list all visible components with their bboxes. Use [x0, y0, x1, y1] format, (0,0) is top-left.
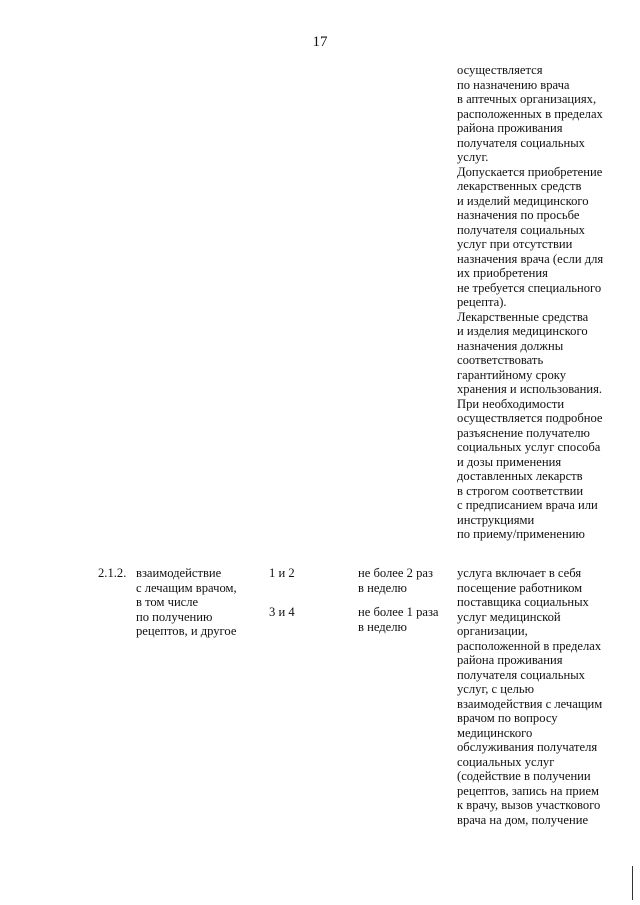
text-line: соответствовать [457, 353, 544, 367]
text-line: в неделю [358, 619, 407, 634]
text-line: назначения по просьбе [457, 208, 580, 222]
text-line: Допускается приобретение [457, 164, 603, 179]
text-line: в аптечных организациях, [457, 92, 597, 106]
text-line: услуг, с целью [457, 682, 535, 696]
text-line: расположенной в пределах [457, 638, 602, 653]
text-line: хранения и использования. [457, 382, 603, 396]
text-line: инструкциями [457, 512, 535, 527]
text-line: (содействие в получении [457, 769, 591, 783]
text-line: взаимодействие [136, 566, 222, 580]
text-line: услуг медицинской [457, 609, 561, 624]
text-line: организации, [457, 624, 528, 638]
text-line: рецептов, запись на прием [457, 783, 600, 798]
text-line: к врачу, вызов участкового [457, 798, 601, 812]
text-line: врачом по вопросу [457, 711, 558, 725]
text-line: получателя социальных [457, 135, 585, 150]
text-line: услуг. [457, 150, 489, 164]
text-line: не более 1 раза [358, 605, 439, 619]
text-line: врача на дом, получение [457, 812, 589, 827]
text-line: поставщика социальных [457, 595, 589, 609]
text-line: осуществляется [457, 63, 543, 77]
text-line: расположенных в пределах [457, 106, 603, 121]
page-number: 17 [312, 34, 328, 50]
text-line: услуга включает в себя [457, 566, 582, 580]
text-line: района проживания [457, 121, 563, 135]
text-line: назначения должны [457, 338, 564, 353]
service-name [136, 566, 237, 639]
text-line: посещение работником [457, 580, 583, 595]
text-line: обслуживания получателя [457, 740, 598, 754]
row-number-text: 2.1.2. [98, 566, 127, 580]
text-line: лекарственных средств [457, 179, 582, 193]
row-number [98, 566, 126, 581]
recipient-group-label: 3 и 4 [269, 605, 295, 619]
text-line: При необходимости [457, 396, 565, 411]
text-line: в том числе [136, 595, 199, 609]
recipient-group-1 [269, 566, 295, 581]
text-line: в строгом соответствии [457, 483, 584, 498]
text-line: в неделю [358, 580, 407, 595]
text-line: Лекарственные средства [457, 309, 589, 324]
frequency-group-1 [358, 566, 433, 595]
text-line: района проживания [457, 653, 563, 667]
frequency-group-2 [358, 605, 439, 634]
text-line: и изделия медицинского [457, 324, 588, 338]
text-line: социальных услуг [457, 754, 555, 769]
text-line: рецептов, и другое [136, 624, 237, 638]
text-line: и дозы применения [457, 454, 562, 469]
text-line: назначения врача (если для [457, 251, 604, 266]
text-line: по приему/применению [457, 527, 585, 541]
text-line: и изделий медицинского [457, 193, 589, 208]
text-line: взаимодействия с лечащим [457, 696, 603, 711]
text-line: по назначению врача [457, 77, 570, 92]
service-description [457, 566, 602, 827]
text-line: по получению [136, 609, 213, 624]
text-line: осуществляется подробное [457, 411, 603, 425]
text-line: услуг при отсутствии [457, 237, 573, 251]
recipient-group-label: 1 и 2 [269, 566, 295, 580]
text-line: социальных услуг способа [457, 440, 601, 454]
text-line: медицинского [457, 725, 533, 740]
page-edge-mark [632, 866, 633, 900]
text-line: не требуется специального [457, 280, 602, 295]
recipient-group-2 [269, 605, 295, 620]
text-line: получателя социальных [457, 222, 585, 237]
text-line: получателя социальных [457, 667, 585, 682]
text-line: с лечащим врачом, [136, 580, 237, 595]
text-line: разъяснение получателю [457, 425, 590, 440]
text-line: их приобретения [457, 266, 548, 280]
text-line: рецепта). [457, 295, 507, 309]
text-line: с предписанием врача или [457, 498, 598, 512]
text-line: гарантийному сроку [457, 367, 566, 382]
text-line: не более 2 раз [358, 566, 433, 580]
text-line: доставленных лекарств [457, 469, 583, 483]
continued-description [457, 63, 603, 542]
